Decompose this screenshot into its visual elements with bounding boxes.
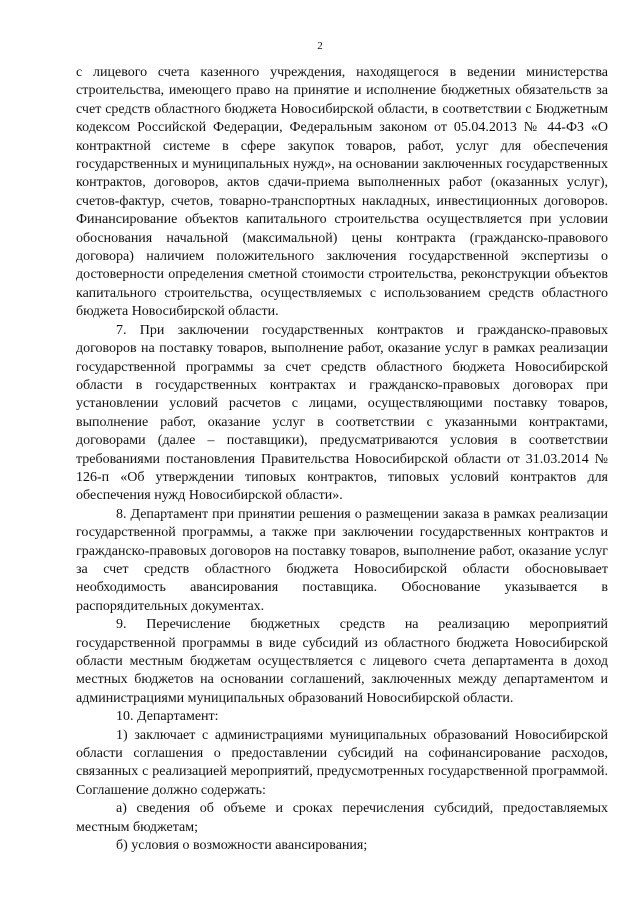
paragraph-subitem-1: 1) заключает с администрациями муниципальных образований Новосибирской области соглашения о предоставлении субсидий на софинансирование расходов, связанных с реализацией мероприятий, предусмотренных государственной программой. Соглашение должно содержать: bbox=[76, 727, 608, 798]
paragraph-item-9: 9. Перечисление бюджетных средств на реализацию мероприятий государственной программы в виде субсидий из областного бюджета Новосибирской области местным бюджетам осуществляется с лицевого счета департамента в доход местных бюджетов на основании соглашений, заключенных между департаментом и администрациями муниципальных образований Новосибирской области. bbox=[76, 617, 608, 706]
paragraph-item-7: 7. При заключении государственных контрактов и гражданско-правовых договоров на поставку товаров, выполнение работ, оказание услуг в рамках реализации государственной программы за счет средств областного бюджета Новосибирской области в государственных контрактах и гражданско-правовых договорах при установлении условий расчетов с лицами, осуществляющими поставку товаров, выполнение работ, оказание услуг в соответствии с указанными контрактами, договорами (далее – поставщики), предусматриваются условия в соответствии требованиями постановления Правительства Новосибирской области от 31.03.2014 № 126-п «Об утверждении типовых контрактов, типовых условий контрактов для обеспечения нужд Новосибирской области». bbox=[76, 322, 608, 504]
paragraph-item-10: 10. Департамент: bbox=[116, 709, 219, 725]
page-number: 2 bbox=[317, 40, 323, 52]
paragraph-subitem-a: а) сведения об объеме и сроках перечисления субсидий, предоставляемых местным бюджетам; bbox=[76, 801, 608, 835]
paragraph-item-8: 8. Департамент при принятии решения о размещении заказа в рамках реализации государственной программы, а также при заключении государственных контрактов и гражданско-правовых договоров на поставку товаров, выполнение работ, оказание услуг за счет средств областного бюджета Новосибирской области обосновывает необходимость авансирования поставщика. Обоснование указывается в распорядительных документах. bbox=[76, 506, 608, 614]
paragraph-subitem-b: б) условия о возможности авансирования; bbox=[116, 838, 368, 854]
document-body bbox=[76, 64, 608, 855]
paragraph-continuation: с лицевого счета казенного учреждения, находящегося в ведении министерства строительства, имеющего право на принятие и исполнение бюджетных обязательств за счет средств областного бюджета Новосибирской области, в соответствии с Бюджетным кодексом Российской Федерации, Федеральным законом от 05.04.2013 № 44-ФЗ «О контрактной системе в сфере закупок товаров, работ, услуг для обеспечения государственных и муниципальных нужд», на основании заключенных государственных контрактов, договоров, актов сдачи-приема выполненных работ (оказанных услуг), счетов-фактур, счетов, товарно-транспортных накладных, инвестиционных договоров. Финансирование объектов капитального строительства осуществляется при условии обоснования начальной (максимальной) цены контракта (гражданско-правового договора) наличием положительного заключения государственной экспертизы о достоверности определения сметной стоимости строительства, реконструкции объектов капитального строительства, осуществляемых с использованием средств областного бюджета Новосибирской области. bbox=[76, 65, 608, 320]
